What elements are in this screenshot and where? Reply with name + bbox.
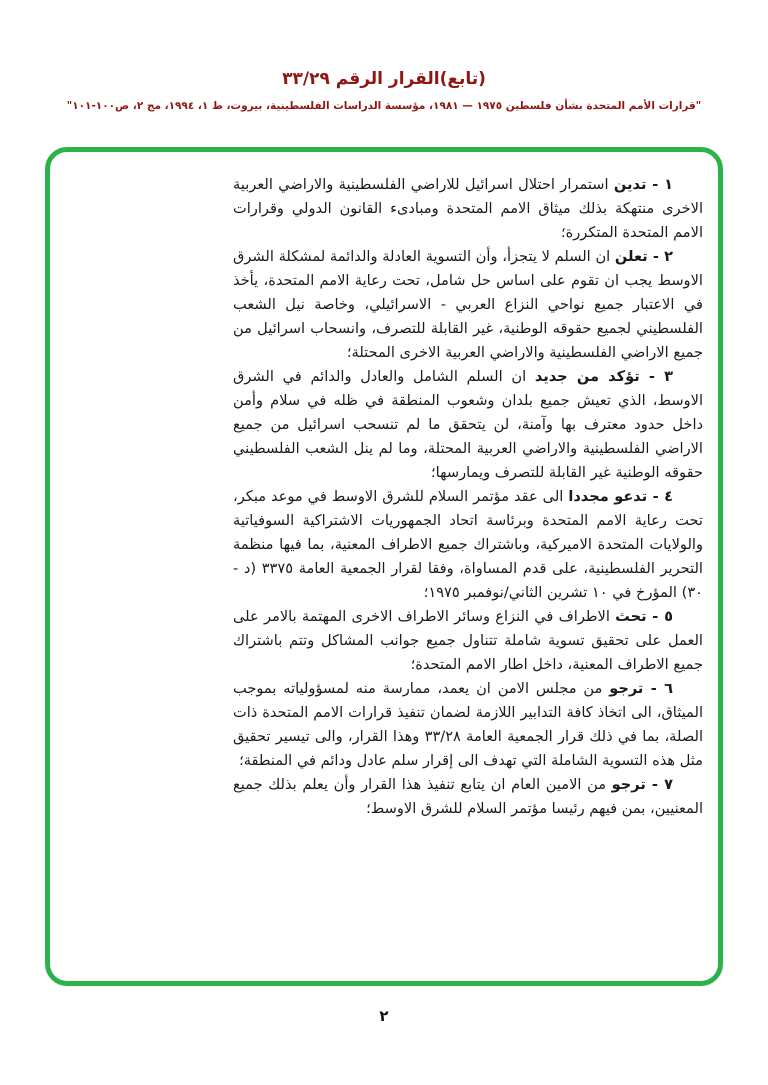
citation-line: "قرارات الأمم المتحدة بشأن فلسطين ١٩٧٥ — ١٩٨١، مؤسسة الدراسات الفلسطينية، بيروت، ط ١، ١٩٩٤، مج ٢، ص١٠٠-١٠١": [66, 100, 702, 112]
paragraph-number-and-verb: ٥ - تحث: [615, 608, 673, 625]
paragraph-number-and-verb: ٢ - تعلن: [614, 248, 673, 265]
resolution-paragraph: ٢ - تعلن ان السلم لا يتجزأ، وأن التسوية العادلة والدائمة لمشكلة الشرق الاوسط يجب ان تقوم على اساس حل شامل، تحت رعاية الامم المتحدة، يأخذ في الاعتبار جميع نواحي النزاع العربي - الاسرائيلي، وخاصة نيل الشعب الفلسطيني لجميع حقوقه الوطنية، غير القابلة للتصرف، وانسحاب اسرائيل من جميع الاراضي الفلسطينية والاراضي العربية الاخرى المحتلة؛: [233, 248, 703, 361]
paragraph-number-and-verb: ٧ - ترجو: [611, 776, 673, 793]
paragraph-number-and-verb: ٣ - تؤكد من جديد: [534, 368, 673, 385]
resolution-paragraph: ٤ - تدعو مجددا الى عقد مؤتمر السلام للشرق الاوسط في موعد مبكر، تحت رعاية الامم المتحدة وبرئاسة اتحاد الجمهوريات الاشتراكية السوفياتية والولايات المتحدة الاميركية، وباشتراك جميع الاطراف المعنية، بما فيها منظمة التحرير الفلسطينية، على قدم المساواة، وفقا لقرار الجمعية العامة ٣٣٧٥ (د - ٣٠) المؤرخ في ١٠ تشرين الثاني/نوفمبر ١٩٧٥؛: [233, 488, 703, 601]
paragraph-number-and-verb: ٤ - تدعو مجددا: [568, 488, 673, 505]
green-highlight-border: [45, 147, 723, 986]
resolution-body: [233, 173, 703, 821]
resolution-paragraph: ١ - تدين استمرار احتلال اسرائيل للاراضي الفلسطينية والاراضي العربية الاخرى منتهكة بذلك ميثاق الامم المتحدة ومبادىء القانون الدولي وقرارات الامم المتحدة المتكررة؛: [233, 176, 703, 241]
page-number: ٢: [379, 1007, 389, 1025]
paragraph-number-and-verb: ١ - تدين: [613, 176, 673, 193]
resolution-paragraph: ٣ - تؤكد من جديد ان السلم الشامل والعادل والدائم في الشرق الاوسط، الذي تعيش جميع بلدان وشعوب المنطقة في ظله في سلام وأمن داخل حدود معترف بها وآمنة، لن يتحقق ما لم تنسحب اسرائيل من جميع الاراضي الفلسطينية والاراضي العربية المحتلة، وما لم ينل الشعب الفلسطيني حقوقه الوطنية غير القابلة للتصرف ويمارسها؛: [233, 368, 703, 481]
paragraph-number-and-verb: ٦ - ترجو: [609, 680, 673, 697]
resolution-paragraph: ٦ - ترجو من مجلس الامن ان يعمد، ممارسة منه لمسؤولياته بموجب الميثاق، الى اتخاذ كافة التدابير اللازمة لضمان تنفيذ قرارات الامم المتحدة ذات الصلة، بما في ذلك قرار الجمعية العامة ٣٣/٢٨ وهذا القرار، والى تيسير تحقيق مثل هذه التسوية الشاملة التي تهدف الى إقرار سلم عادل ودائم في المنطقة؛: [233, 680, 703, 769]
resolution-paragraph: ٥ - تحث الاطراف في النزاع وسائر الاطراف الاخرى المهتمة بالامر على العمل على تحقيق تسوية شاملة تتناول جميع جوانب المشاكل وتتم باشتراك جميع الاطراف المعنية، داخل اطار الامم المتحدة؛: [233, 608, 703, 673]
resolution-title: (تابع)القرار الرقم ٣٣/٢٩: [282, 69, 486, 89]
resolution-paragraph: ٧ - ترجو من الامين العام ان يتابع تنفيذ هذا القرار وأن يعلم بذلك جميع المعنيين، بمن فيهم رئيسا مؤتمر السلام للشرق الاوسط؛: [233, 776, 703, 817]
